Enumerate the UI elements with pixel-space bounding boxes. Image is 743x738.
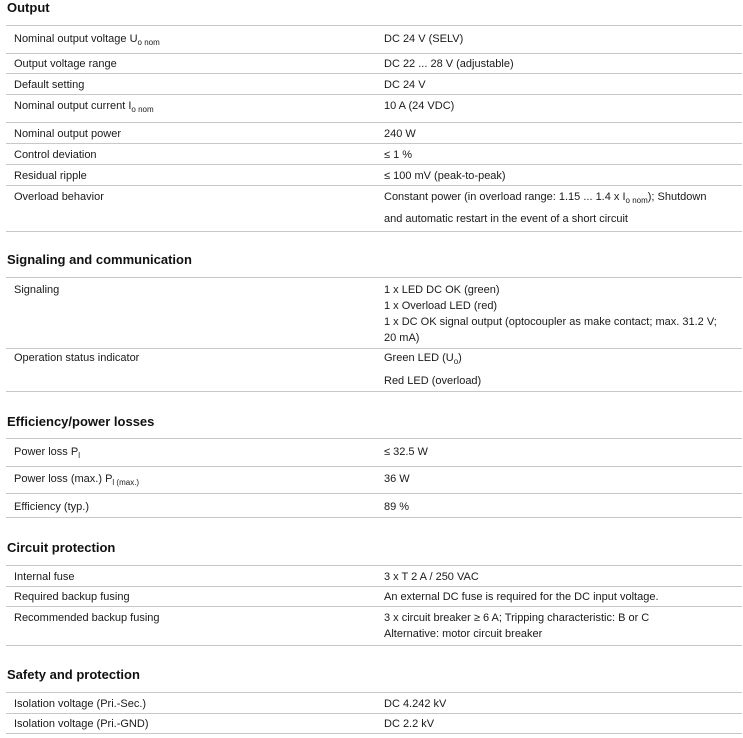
row-label: Nominal output power: [14, 128, 122, 140]
row-label: Nominal output voltage $U_{o nom}$: [14, 33, 160, 47]
row-label: Isolation voltage (Pri.-GND): [14, 718, 149, 730]
row-value-line: 1 x Overload LED (red): [384, 300, 498, 312]
row-value: 36 W: [384, 473, 410, 485]
section-title-signaling: Signaling and communication: [7, 252, 192, 267]
table-row: [6, 466, 742, 494]
table-row: [6, 165, 742, 186]
row-value-line: 3 x circuit breaker ≥ 6 A; Tripping characteristic: B or C: [384, 612, 650, 624]
row-label: Operation status indicator: [14, 352, 140, 364]
row-value-line2: Red LED (overload): [384, 375, 482, 387]
table-row: [6, 713, 742, 734]
table-row: [6, 586, 742, 607]
row-label: Output voltage range: [14, 58, 117, 70]
table-row: [6, 494, 742, 518]
row-value: Green LED $(U_o)$: [384, 352, 462, 366]
row-value: 3 x T 2 A / 250 VAC: [384, 571, 479, 583]
row-value: ≤ 32.5 W: [384, 446, 428, 458]
table-row: [6, 123, 742, 144]
row-label: Default setting: [14, 79, 85, 91]
row-label: Power loss $P_l$: [14, 446, 80, 460]
table-row: [6, 438, 742, 467]
row-label: Signaling: [14, 284, 60, 296]
row-label: Efficiency (typ.): [14, 501, 89, 513]
row-label: Recommended backup fusing: [14, 612, 160, 624]
row-value: ≤ 100 mV (peak-to-peak): [384, 170, 506, 182]
row-value: DC 2.2 kV: [384, 718, 435, 730]
row-label: Power loss (max.) $P_{l (max.)}$: [14, 473, 140, 487]
row-label: Overload behavior: [14, 191, 104, 203]
row-value-line: 1 x DC OK signal output (optocoupler as make contact; max. 31.2 V;: [384, 316, 717, 328]
row-value: DC 24 V: [384, 79, 426, 91]
table-row: [6, 95, 742, 123]
section-title-efficiency: Efficiency/power losses: [7, 414, 155, 429]
table-row: [6, 565, 742, 587]
table-row: [6, 144, 742, 165]
row-label: Control deviation: [14, 149, 97, 161]
section-title-output: Output: [7, 0, 50, 15]
row-value: Constant power (in overload range: 1.15 ... 1.4 x $I_{o nom}$); Shutdown: [384, 191, 707, 205]
row-value-line: Alternative: motor circuit breaker: [384, 628, 543, 640]
table-row: [6, 74, 742, 95]
table-row: [6, 25, 742, 54]
row-value: An external DC fuse is required for the DC input voltage.: [384, 591, 659, 603]
row-value: DC 4.242 kV: [384, 698, 447, 710]
row-label: Internal fuse: [14, 571, 75, 583]
row-value: 10 A (24 VDC): [384, 100, 455, 112]
row-value: 240 W: [384, 128, 416, 140]
row-label: Residual ripple: [14, 170, 87, 182]
row-value-line: 20 mA): [384, 332, 420, 344]
table-row: [6, 277, 742, 349]
table-row: [6, 607, 742, 646]
table-row: [6, 692, 742, 714]
table-row: [6, 53, 742, 74]
row-value: DC 24 V (SELV): [384, 33, 464, 45]
row-label: Isolation voltage (Pri.-Sec.): [14, 698, 147, 710]
row-value: 89 %: [384, 501, 410, 513]
row-value-line: 1 x LED DC OK (green): [384, 284, 500, 296]
row-label: Required backup fusing: [14, 591, 130, 603]
row-value-line2: and automatic restart in the event of a short circuit: [384, 213, 628, 225]
row-label: Nominal output current $I_{o nom}$: [14, 100, 154, 114]
table-row: [6, 186, 742, 232]
row-value: ≤ 1 %: [384, 149, 413, 161]
section-title-circuit-protection: Circuit protection: [7, 540, 116, 555]
table-row: [6, 348, 742, 392]
row-value: DC 22 ... 28 V (adjustable): [384, 58, 514, 70]
section-title-safety: Safety and protection: [7, 667, 140, 682]
